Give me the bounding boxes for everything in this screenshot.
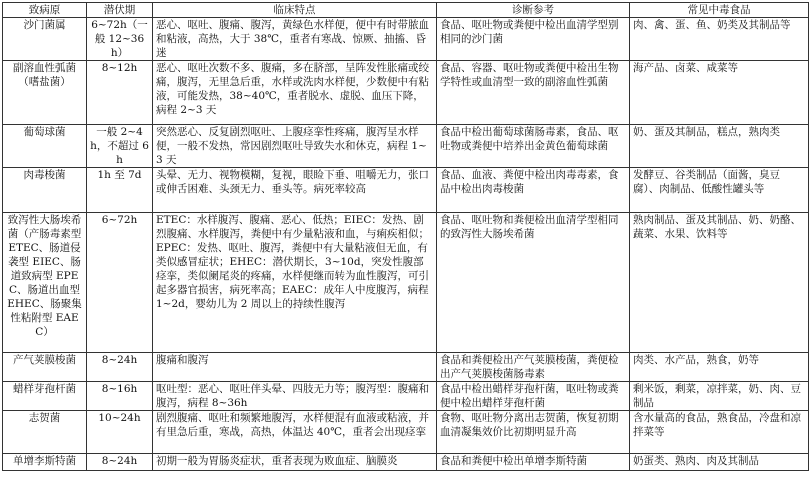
clinical-cell: 头晕、无力、视物模糊，复视，眼睑下垂、咀嚼无力，张口或伸舌困难、头颈无力、垂头等。病死率较高 [153, 168, 437, 213]
clinical-cell: 腹痛和腹泻 [153, 353, 437, 382]
foods-cell: 奶、蛋及其制品，糕点，熟肉类 [630, 125, 809, 168]
pathogen-cell: 葡萄球菌 [3, 125, 87, 168]
foods-cell: 海产品、卤菜、咸菜等 [630, 61, 809, 125]
incubation-cell: 6~72h（一般 12~36h） [87, 18, 153, 61]
clinical-cell: 恶心、呕吐、腹痛、腹泻，黄绿色水样便，便中有时带脓血和粘液，高热，大于 38℃，重者有寒战、惊厥、抽搐、昏迷 [153, 18, 437, 61]
incubation-cell: 6~72h [87, 213, 153, 353]
table-row [3, 353, 809, 382]
diagnosis-cell: 食物、呕吐物分离出志贺菌，恢复初期血清凝集效价比初期明显升高 [437, 411, 630, 454]
foods-cell: 熟肉制品、蛋及其制品、奶、奶酪、蔬菜、水果、饮料等 [630, 213, 809, 353]
table-row [3, 125, 809, 168]
header-diagnosis: 诊断参考 [437, 3, 630, 18]
table-row [3, 411, 809, 454]
diagnosis-cell: 食品、容器、呕吐物或粪便中检出生物学特性或血清型一致的副溶血性弧菌 [437, 61, 630, 125]
foods-cell: 含水量高的食品，熟食品，冷盘和凉拌菜等 [630, 411, 809, 454]
clinical-cell: 突然恶心、反复剧烈呕吐、上腹痉挛性疼痛，腹泻呈水样便，一般不发热，常因剧烈呕吐导致失水和休克，病程 1~3 天 [153, 125, 437, 168]
foods-cell: 肉、禽、蛋、鱼、奶类及其制品等 [630, 18, 809, 61]
foods-cell: 剩米饭，剩菜，凉拌菜，奶、肉、豆制品 [630, 382, 809, 411]
table-row [3, 213, 809, 353]
pathogen-cell: 产气荚膜梭菌 [3, 353, 87, 382]
diagnosis-cell: 食品和粪便检出产气荚膜梭菌，粪便检出产气荚膜梭菌肠毒素 [437, 353, 630, 382]
incubation-cell: 1h 至 7d [87, 168, 153, 213]
pathogen-cell: 肉毒梭菌 [3, 168, 87, 213]
clinical-cell: 呕吐型：恶心、呕吐伴头晕、四肢无力等；腹泻型：腹痛和腹泻，病程 8~36h [153, 382, 437, 411]
incubation-cell: 8~24h [87, 454, 153, 471]
pathogen-cell: 志贺菌 [3, 411, 87, 454]
incubation-cell: 10~24h [87, 411, 153, 454]
incubation-cell: 一般 2~4h，不超过 6h [87, 125, 153, 168]
clinical-cell: ETEC：水样腹泻、腹痛、恶心、低热；EIEC：发热、剧烈腹痛、水样腹泻，粪便中有少量粘液和血，与痢疾相似；EPEC：发热、呕吐、腹泻，粪便中有大量粘液但无血，有类似感冒症状；EHEC：潜伏期长，3~10d，突发性腹部痉挛，类似阑尾炎的疼痛，水样便继而转为血性腹泻，可引起多器官损害，病死率高；EAEC：成年人中度腹泻，病程 1~2d，婴幼儿为 2 周以上的持续性腹泻 [153, 213, 437, 353]
header-pathogen: 致病原 [3, 3, 87, 18]
table-row [3, 382, 809, 411]
diagnosis-cell: 食品中检出蜡样芽孢杆菌，呕吐物或粪便中检出蜡样芽孢杆菌 [437, 382, 630, 411]
incubation-cell: 8~24h [87, 353, 153, 382]
pathogen-cell: 沙门菌属 [3, 18, 87, 61]
clinical-cell: 初期一般为胃肠炎症状，重者表现为败血症、脑膜炎 [153, 454, 437, 471]
clinical-cell: 恶心、呕吐次数不多、腹痛，多在脐部，呈阵发性胀痛或绞痛，腹泻，无里急后重，水样或洗肉水样便，少数便中有粘液，可能发热，38~40℃，重者脱水、虚脱、血压下降，病程 2~3 天 [153, 61, 437, 125]
incubation-cell: 8~16h [87, 382, 153, 411]
table-row [3, 18, 809, 61]
header-clinical: 临床特点 [153, 3, 437, 18]
incubation-cell: 8~12h [87, 61, 153, 125]
foods-cell: 奶蛋类、熟肉、肉及其制品 [630, 454, 809, 471]
clinical-cell: 剧烈腹痛、呕吐和频繁地腹泻，水样便混有血液或粘液，并有里急后重，寒战，高热，体温达 40℃，重者会出现痉挛 [153, 411, 437, 454]
diagnosis-cell: 食品中检出葡萄球菌肠毒素，食品、呕吐物或粪便中培养出金黄色葡萄球菌 [437, 125, 630, 168]
table-row [3, 454, 809, 471]
pathogen-cell: 蜡样芽孢杆菌 [3, 382, 87, 411]
pathogen-cell: 副溶血性弧菌（嗜盐菌） [3, 61, 87, 125]
diagnosis-cell: 食品、呕吐物和粪便检出血清学型相同的致泻性大肠埃希菌 [437, 213, 630, 353]
header-foods: 常见中毒食品 [630, 3, 809, 18]
food-poisoning-table [2, 2, 809, 471]
header-row [3, 3, 809, 18]
table-row [3, 61, 809, 125]
diagnosis-cell: 食品、血液、粪便中检出肉毒毒素，食品中检出肉毒梭菌 [437, 168, 630, 213]
pathogen-cell: 单增李斯特菌 [3, 454, 87, 471]
diagnosis-cell: 食品和粪便中检出单增李斯特菌 [437, 454, 630, 471]
header-incubation: 潜伏期 [87, 3, 153, 18]
foods-cell: 发酵豆、谷类制品（面酱，臭豆腐）、肉制品、低酸性罐头等 [630, 168, 809, 213]
pathogen-cell: 致泻性大肠埃希菌（产肠毒素型 ETEC、肠道侵袭型 EIEC、肠道致病型 EPEC、肠道出血型 EHEC、肠聚集性粘附型 EAEC） [3, 213, 87, 353]
diagnosis-cell: 食品、呕吐物或粪便中检出血清学型别相同的沙门菌 [437, 18, 630, 61]
foods-cell: 肉类、水产品，熟食，奶等 [630, 353, 809, 382]
table-row [3, 168, 809, 213]
